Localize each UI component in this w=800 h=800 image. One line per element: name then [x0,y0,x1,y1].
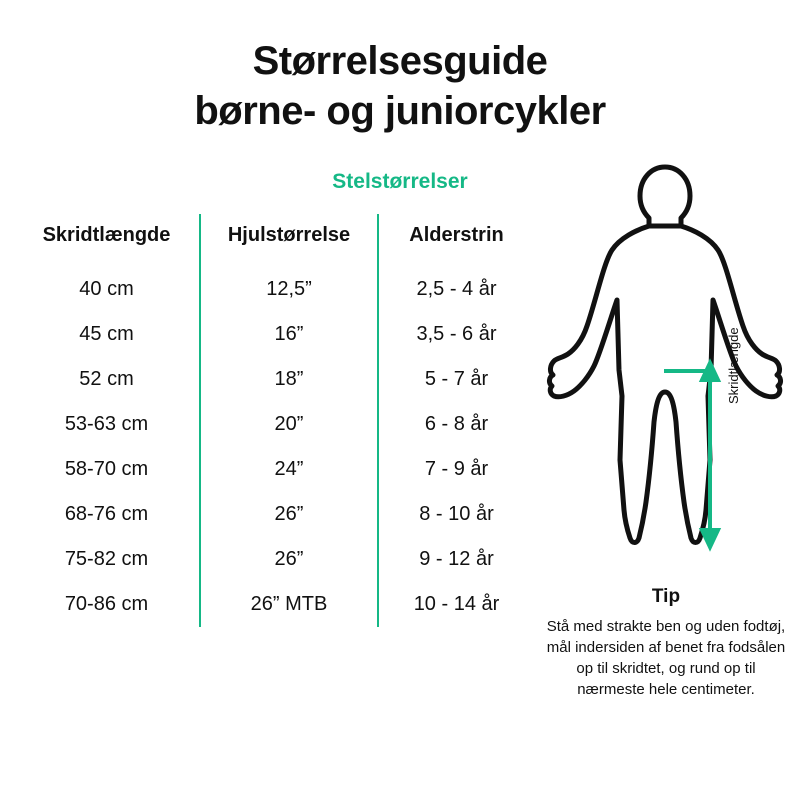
measurement-illustration [540,160,790,580]
inseam-measure-label: Skridtlængde [726,327,741,404]
inseam-measure-arrow [664,363,718,547]
table-row [14,357,534,402]
cell-age-range: 2,5 - 4 år [416,278,497,300]
cell-inseam: 68-76 cm [64,503,149,525]
cell-wheel-size: 20” [200,402,378,447]
table-row [14,447,534,492]
size-table-wrapper [14,214,534,774]
cell-age-range: 5 - 7 år [424,368,489,390]
cell-inseam: 53-63 cm [64,413,149,435]
cell-wheel-size: 24” [200,447,378,492]
cell-inseam: 58-70 cm [64,458,149,480]
cell-wheel-size: 18” [200,357,378,402]
tip-text: Stå med strakte ben og uden fodtøj, mål indersiden af benet fra fodsålen op til skridtet, og rund op til nærmeste hele centimeter. [546,618,786,698]
cell-age-range: 10 - 14 år [413,593,500,615]
column-header-age-range: Alderstrin [409,224,504,246]
cell-inseam: 45 cm [79,323,134,345]
cell-wheel-size: 26” [200,492,378,537]
cell-age-range: 6 - 8 år [424,413,489,435]
tip-block [542,586,790,700]
cell-inseam: 52 cm [79,368,134,390]
cell-inseam: 75-82 cm [64,548,149,570]
size-table [14,214,534,627]
page-title [0,36,800,136]
table-row [14,312,534,357]
table-row [14,492,534,537]
table-row [14,582,534,627]
column-header-inseam: Skridtlængde [42,224,171,246]
page-title-line-2: børne- og juniorcykler [194,89,606,133]
cell-wheel-size: 26” [200,537,378,582]
cell-inseam: 40 cm [79,278,134,300]
standing-person-silhouette [549,167,780,543]
table-header-row [14,214,534,267]
cell-age-range: 8 - 10 år [419,503,494,525]
cell-wheel-size: 26” MTB [200,582,378,627]
table-row [14,537,534,582]
cell-age-range: 7 - 9 år [424,458,489,480]
cell-age-range: 3,5 - 6 år [416,323,497,345]
table-row [14,267,534,312]
page-title-line-1: Størrelsesguide [252,39,548,83]
cell-age-range: 9 - 12 år [419,548,494,570]
cell-wheel-size: 12,5” [200,267,378,312]
table-row [14,402,534,447]
tip-title: Tip [651,586,681,607]
column-header-wheel-size: Hjulstørrelse [200,214,378,267]
cell-wheel-size: 16” [200,312,378,357]
cell-inseam: 70-86 cm [64,593,149,615]
page-subtitle: Stelstørrelser [332,170,468,193]
